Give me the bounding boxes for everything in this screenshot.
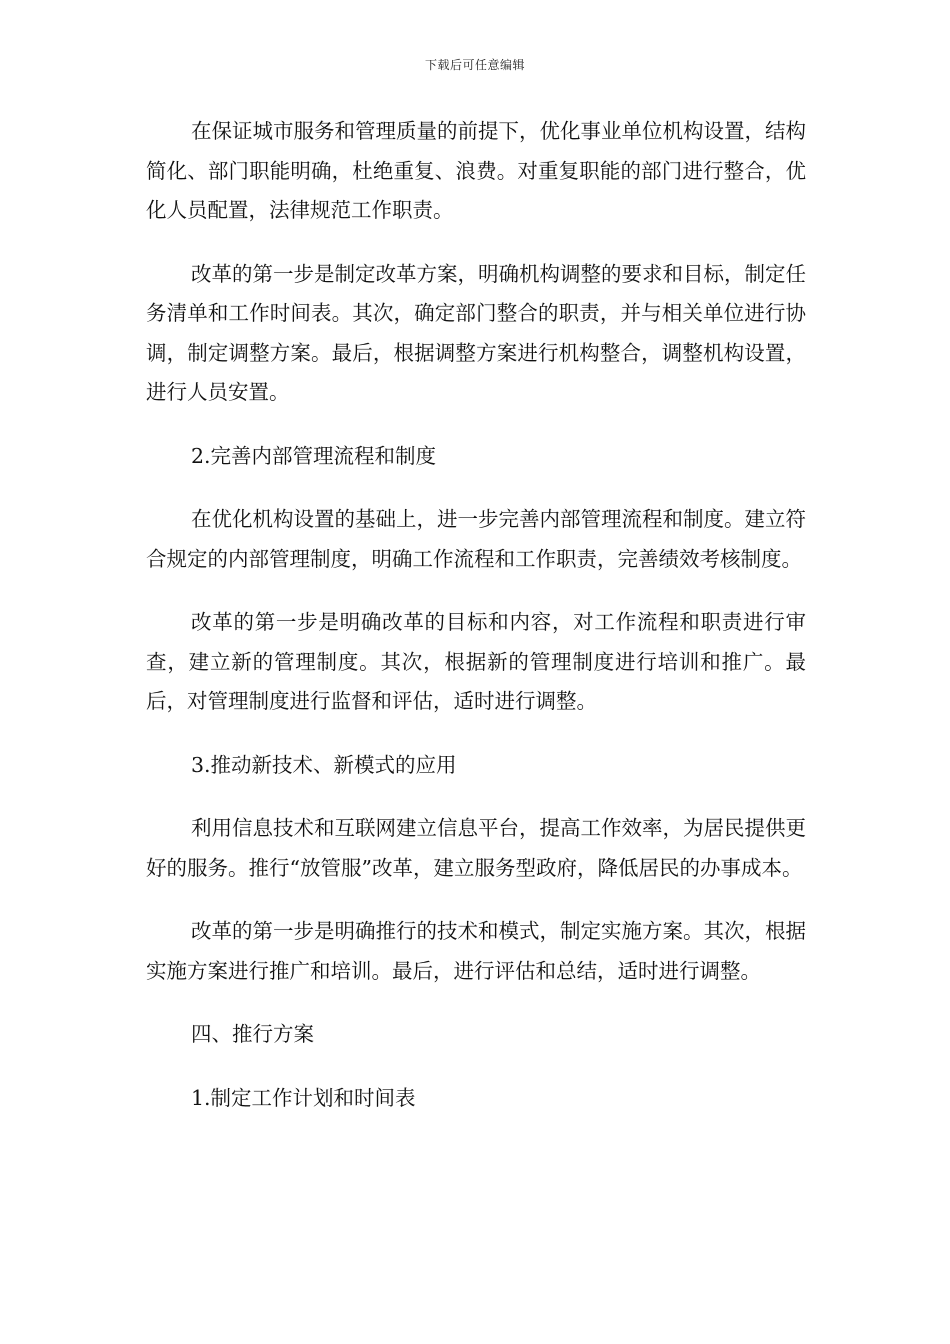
paragraph: 改革的第一步是明确改革的目标和内容，对工作流程和职责进行审查，建立新的管理制度。其次，根据新的管理制度进行培训和推广。最后，对管理制度进行监督和评估，适时进行调整。 <box>146 610 806 713</box>
paragraph: 改革的第一步是制定改革方案，明确机构调整的要求和目标，制定任务清单和工作时间表。其次，确定部门整合的职责，并与相关单位进行协调，制定调整方案。最后，根据调整方案进行机构整合，调整机构设置，进行人员安置。 <box>146 261 806 404</box>
chapter-heading: 四、推行方案 <box>191 1022 314 1046</box>
paragraph: 利用信息技术和互联网建立信息平台，提高工作效率，为居民提供更好的服务。推行“放管服”改革，建立服务型政府，降低居民的办事成本。 <box>146 816 806 880</box>
section-heading: 1.制定工作计划和时间表 <box>191 1085 416 1110</box>
section-heading: 3.推动新技术、新模式的应用 <box>191 752 457 777</box>
paragraph: 在保证城市服务和管理质量的前提下，优化事业单位机构设置，结构简化、部门职能明确，杜绝重复、浪费。对重复职能的部门进行整合，优化人员配置，法律规范工作职责。 <box>146 119 806 222</box>
paragraph: 在优化机构设置的基础上，进一步完善内部管理流程和制度。建立符合规定的内部管理制度，明确工作流程和工作职责，完善绩效考核制度。 <box>146 507 806 571</box>
document-body <box>146 112 806 1142</box>
section-heading: 2.完善内部管理流程和制度 <box>191 443 437 468</box>
page-header: 下载后可任意编辑 <box>424 58 525 72</box>
paragraph: 改革的第一步是明确推行的技术和模式，制定实施方案。其次，根据实施方案进行推广和培训。最后，进行评估和总结，适时进行调整。 <box>146 919 806 983</box>
